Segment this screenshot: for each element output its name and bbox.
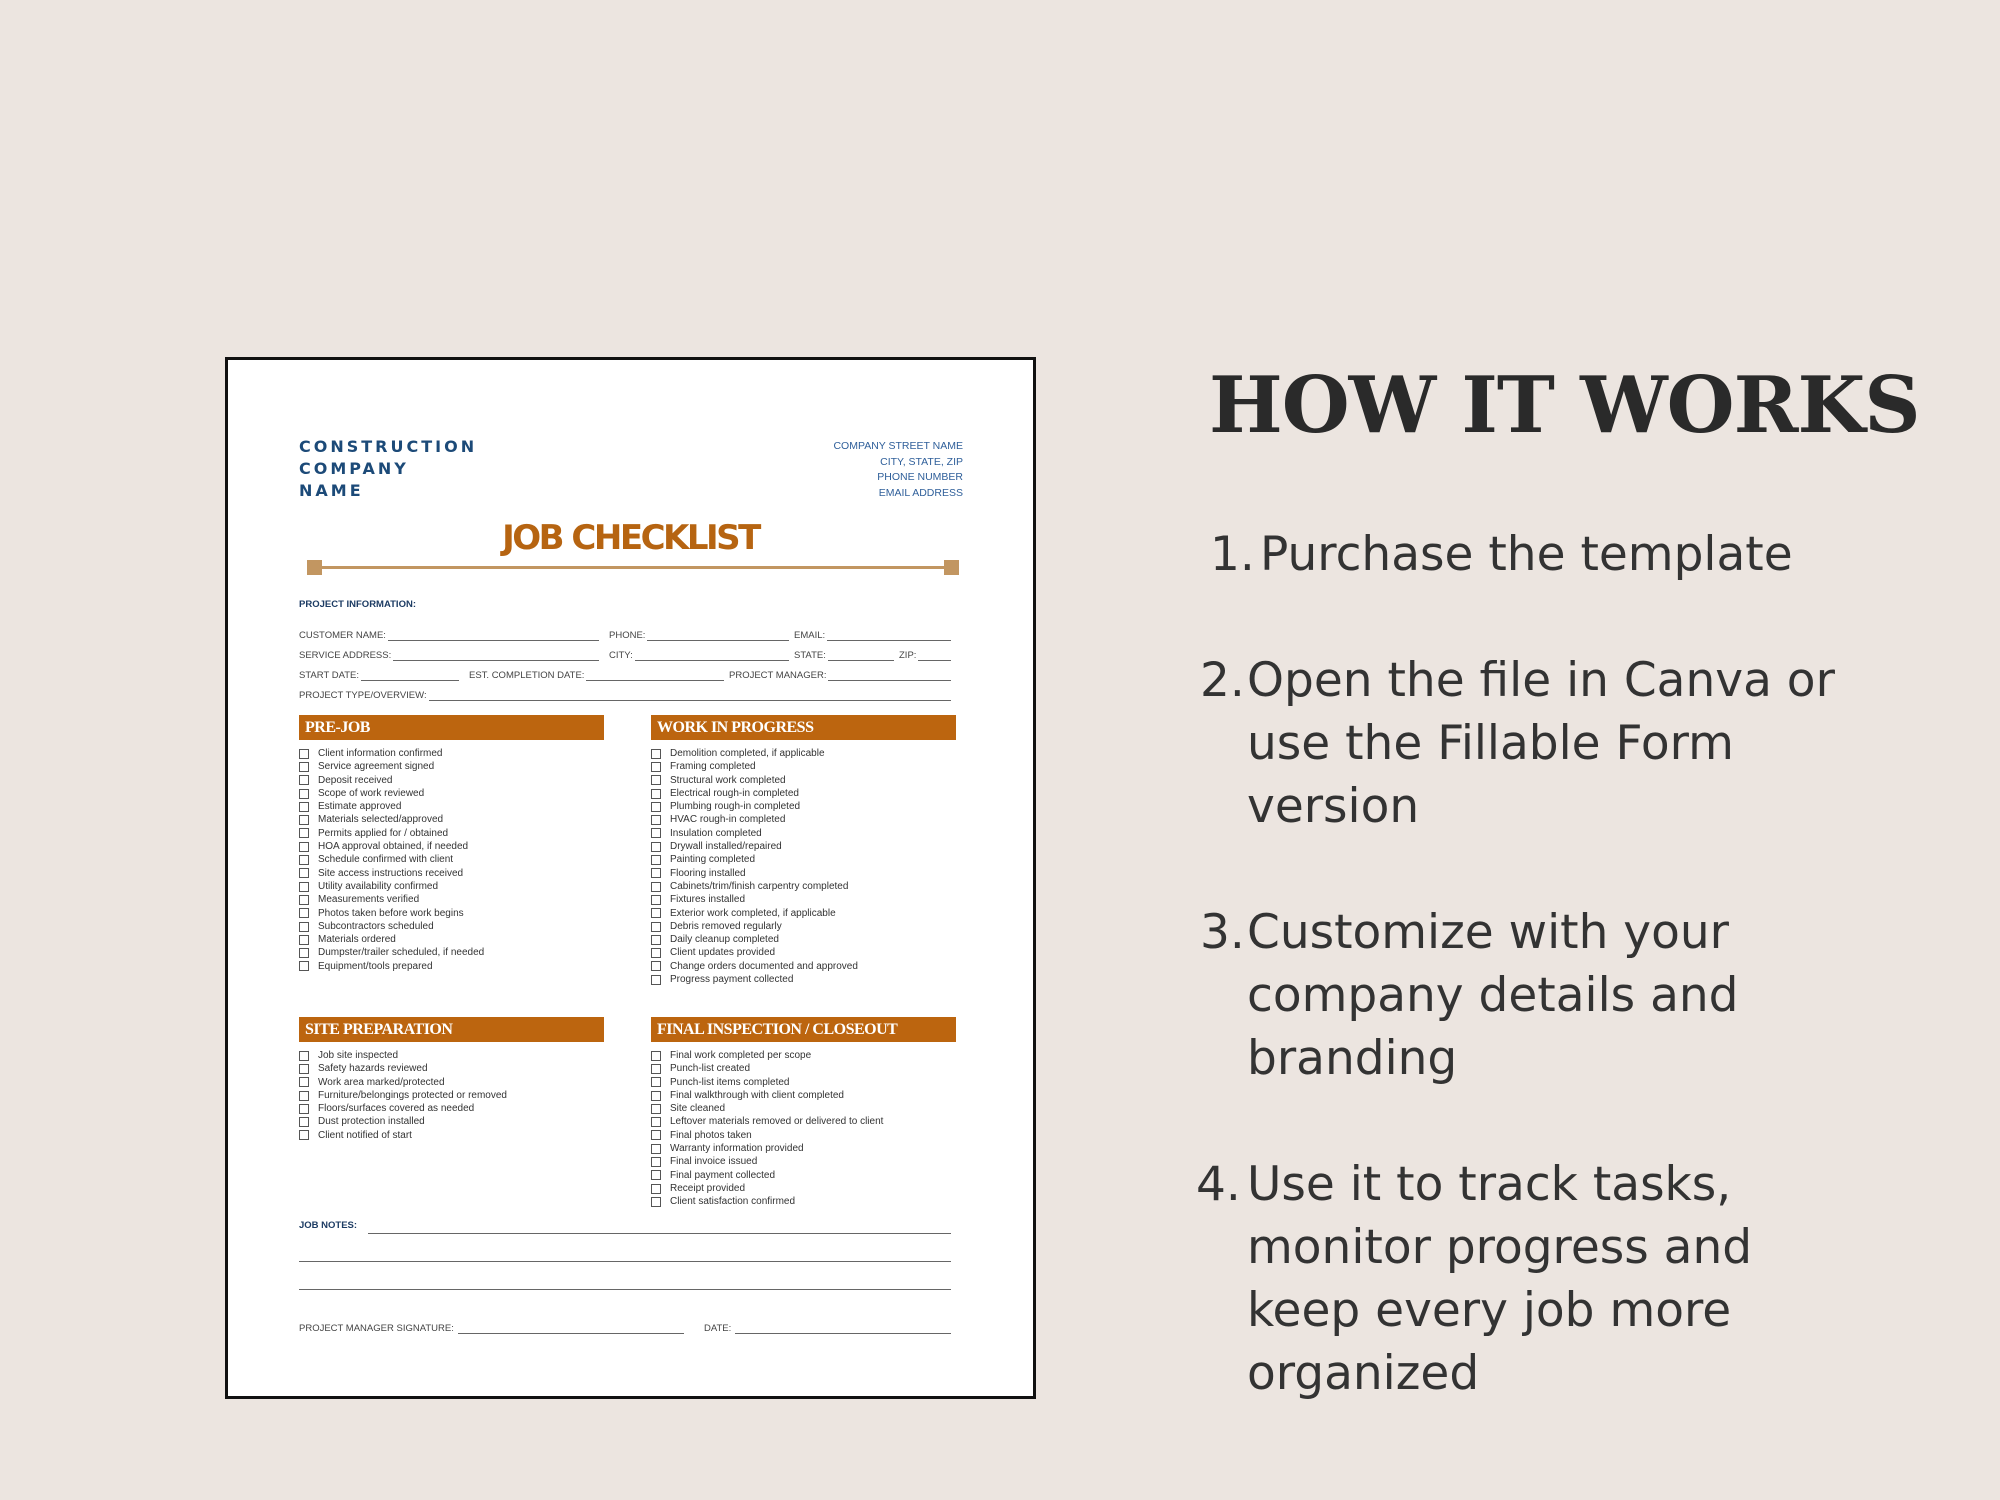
checkbox[interactable] xyxy=(651,922,661,932)
checkbox[interactable] xyxy=(651,961,661,971)
state-field[interactable] xyxy=(794,647,894,661)
checkbox[interactable] xyxy=(651,1170,661,1180)
step-number: 3. xyxy=(1200,905,1245,960)
step-text-line: Customize with your xyxy=(1247,905,1729,960)
checklist-item-label: Plumbing rough-in completed xyxy=(670,801,801,813)
checklist-item xyxy=(651,1169,883,1182)
form-row-project-type xyxy=(299,687,951,703)
checklist-item-label: Equipment/tools prepared xyxy=(318,960,433,972)
checkbox[interactable] xyxy=(651,1064,661,1074)
checkbox[interactable] xyxy=(651,802,661,812)
checkbox[interactable] xyxy=(299,842,309,852)
checklist-item xyxy=(651,1062,883,1075)
checklist-item xyxy=(299,946,484,959)
checklist-item-label: Client updates provided xyxy=(670,947,776,959)
checklist-item xyxy=(651,787,858,800)
est-completion-date-label: EST. COMPLETION DATE: xyxy=(469,670,585,681)
checklist-item-label: Progress payment collected xyxy=(670,974,794,986)
checklist-item xyxy=(299,840,484,853)
contact-street: COMPANY STREET NAME xyxy=(833,440,963,452)
signature-row xyxy=(299,1320,951,1336)
checklist-item-label: Change orders documented and approved xyxy=(670,960,858,972)
start-date-label: START DATE: xyxy=(299,670,360,681)
form-row-customer xyxy=(299,627,951,643)
checkbox[interactable] xyxy=(651,1104,661,1114)
checklist-item-label: Leftover materials removed or delivered to client xyxy=(670,1116,884,1128)
checklist-item-label: Client satisfaction confirmed xyxy=(670,1196,796,1208)
project-type-field[interactable] xyxy=(299,687,951,701)
checklist-item xyxy=(299,867,484,880)
step-text xyxy=(1247,901,1739,1090)
company-name-line: COMPANY xyxy=(299,459,409,478)
checklist-item xyxy=(299,813,484,826)
checkbox[interactable] xyxy=(299,749,309,759)
checkbox[interactable] xyxy=(651,1130,661,1140)
signature-field[interactable] xyxy=(299,1320,684,1334)
project-manager-field[interactable] xyxy=(729,667,951,681)
checkbox[interactable] xyxy=(299,855,309,865)
date-field[interactable] xyxy=(704,1320,951,1334)
checklist-item-label: Flooring installed xyxy=(670,867,746,879)
checklist-item-label: Permits applied for / obtained xyxy=(318,827,449,839)
checklist-item xyxy=(299,800,484,813)
checklist-item-label: Schedule confirmed with client xyxy=(318,854,454,866)
checklist-item xyxy=(651,946,858,959)
company-name xyxy=(299,436,477,502)
checkbox[interactable] xyxy=(299,1077,309,1087)
checkbox[interactable] xyxy=(651,1184,661,1194)
checklist-item xyxy=(651,893,858,906)
checkbox[interactable] xyxy=(299,895,309,905)
checklist-item xyxy=(651,853,858,866)
checklist-item xyxy=(651,1076,883,1089)
checklist-item xyxy=(651,1089,883,1102)
step-number: 4. xyxy=(1196,1157,1241,1212)
step-text-line: Use it to track tasks, xyxy=(1247,1157,1732,1212)
checkbox[interactable] xyxy=(299,882,309,892)
checklist-item-label: Deposit received xyxy=(318,774,393,786)
checklist-item xyxy=(299,880,484,893)
checkbox[interactable] xyxy=(299,802,309,812)
checkbox[interactable] xyxy=(299,1051,309,1061)
checkbox[interactable] xyxy=(651,815,661,825)
job-notes-label: JOB NOTES: xyxy=(299,1220,358,1231)
city-label: CITY: xyxy=(609,650,633,661)
checklist-item-label: Final work completed per scope xyxy=(670,1050,812,1061)
company-name-line: CONSTRUCTION xyxy=(299,437,478,456)
checkbox[interactable] xyxy=(651,1197,661,1207)
checklist-item-label: Measurements verified xyxy=(318,894,420,906)
checklist-item-label: Scope of work reviewed xyxy=(318,787,425,799)
checklist-item-label: Work area marked/protected xyxy=(318,1076,445,1088)
checklist-item xyxy=(651,760,858,773)
checklist-item xyxy=(651,973,858,986)
company-contact xyxy=(833,439,963,501)
checklist-item xyxy=(651,1049,883,1062)
checkbox[interactable] xyxy=(299,868,309,878)
checklist-item xyxy=(299,787,484,800)
checkbox[interactable] xyxy=(299,1091,309,1101)
checklist-item-label: Final walkthrough with client completed xyxy=(670,1089,844,1101)
step-number: 2. xyxy=(1200,653,1245,708)
checklist-item xyxy=(299,920,484,933)
checkbox[interactable] xyxy=(651,749,661,759)
checklist-item xyxy=(299,933,484,946)
checklist-item xyxy=(299,774,484,787)
form-row-dates xyxy=(299,667,951,683)
checklist-item xyxy=(299,827,484,840)
step-text-line: keep every job more xyxy=(1247,1283,1732,1338)
checklist-item-label: Punch-list items completed xyxy=(670,1076,790,1088)
checklist-item xyxy=(299,747,484,760)
checkbox[interactable] xyxy=(651,1051,661,1061)
checkbox[interactable] xyxy=(299,1130,309,1140)
checkbox[interactable] xyxy=(651,948,661,958)
checkbox[interactable] xyxy=(299,828,309,838)
title-rule xyxy=(313,566,953,569)
checklist-item-label: Structural work completed xyxy=(670,774,786,786)
checkbox[interactable] xyxy=(651,1091,661,1101)
project-type-label: PROJECT TYPE/OVERVIEW: xyxy=(299,690,427,701)
checklist-item-label: Debris removed regularly xyxy=(670,920,782,932)
email-label: EMAIL: xyxy=(794,630,826,641)
job-notes-line[interactable] xyxy=(299,1289,951,1290)
job-checklist-document xyxy=(225,357,1036,1399)
checkbox[interactable] xyxy=(299,762,309,772)
checklist-item-label: Punch-list created xyxy=(670,1063,751,1075)
checklist-item xyxy=(651,920,858,933)
checklist-item xyxy=(299,960,484,973)
checklist-item-label: Site access instructions received xyxy=(318,867,464,879)
checklist-item xyxy=(299,893,484,906)
checkbox[interactable] xyxy=(651,775,661,785)
checkbox[interactable] xyxy=(299,935,309,945)
job-notes-line[interactable] xyxy=(299,1261,951,1262)
checklist-item xyxy=(651,1129,883,1142)
checkbox[interactable] xyxy=(651,895,661,905)
checkbox[interactable] xyxy=(299,1104,309,1114)
section-header-work-in-progress: WORK IN PROGRESS xyxy=(651,715,956,740)
checklist-item-label: Fixtures installed xyxy=(670,894,746,906)
checklist-item xyxy=(299,1102,507,1115)
checklist-item xyxy=(299,1089,507,1102)
phone-label: PHONE: xyxy=(609,630,646,641)
checklist-item-label: Service agreement signed xyxy=(318,761,435,773)
checklist-item-label: Insulation completed xyxy=(670,827,762,839)
checkbox[interactable] xyxy=(299,789,309,799)
step-text-line: Purchase the template xyxy=(1260,527,1793,582)
checklist-item-label: Utility availability confirmed xyxy=(318,880,439,892)
checkbox[interactable] xyxy=(651,1077,661,1087)
checklist-item xyxy=(651,907,858,920)
step-text-line: organized xyxy=(1247,1346,1480,1401)
checklist-item-label: Dust protection installed xyxy=(318,1116,425,1128)
step-text xyxy=(1247,1153,1752,1405)
checklist-item-label: Final photos taken xyxy=(670,1129,752,1141)
checkbox[interactable] xyxy=(651,842,661,852)
how-it-works-title: HOW IT WORKS xyxy=(1209,360,1920,451)
checklist-item-label: Warranty information provided xyxy=(670,1143,804,1155)
signature-label: PROJECT MANAGER SIGNATURE: xyxy=(299,1323,454,1334)
checklist-item-label: Final payment collected xyxy=(670,1169,776,1181)
checklist-item xyxy=(651,933,858,946)
checklist-item-label: Materials selected/approved xyxy=(318,814,444,826)
company-name-line: NAME xyxy=(299,481,364,500)
state-label: STATE: xyxy=(794,650,826,661)
checkbox[interactable] xyxy=(651,1144,661,1154)
service-address-field[interactable] xyxy=(299,647,599,661)
checkbox[interactable] xyxy=(651,1117,661,1127)
checklist-item xyxy=(651,1102,883,1115)
checkbox[interactable] xyxy=(651,828,661,838)
checkbox[interactable] xyxy=(651,855,661,865)
checklist-item xyxy=(299,1062,507,1075)
checklist-item xyxy=(651,840,858,853)
checklist-item xyxy=(651,813,858,826)
checklist-item xyxy=(651,960,858,973)
checkbox[interactable] xyxy=(299,1117,309,1127)
step-text xyxy=(1247,649,1835,838)
step-text-line: monitor progress and xyxy=(1247,1220,1753,1275)
checklist-item xyxy=(299,760,484,773)
checklist-item-label: Materials ordered xyxy=(318,934,396,946)
title-rule-cap-right xyxy=(944,560,959,575)
checklist-item-label: Dumpster/trailer scheduled, if needed xyxy=(318,947,485,959)
step-text-line: branding xyxy=(1247,1031,1458,1086)
step-text-line: use the Fillable Form xyxy=(1247,716,1734,771)
contact-phone: PHONE NUMBER xyxy=(877,471,963,483)
checklist-item xyxy=(651,800,858,813)
checkbox[interactable] xyxy=(299,908,309,918)
checklist-item-label: Final invoice issued xyxy=(670,1156,758,1168)
checklist-item xyxy=(299,853,484,866)
checklist-item xyxy=(299,1049,507,1062)
checklist-item xyxy=(651,827,858,840)
checklist-item-label: Site cleaned xyxy=(670,1103,726,1115)
job-notes-line[interactable] xyxy=(368,1233,951,1234)
checklist-item-label: Safety hazards reviewed xyxy=(318,1063,428,1075)
checklist-item-label: Floors/surfaces covered as needed xyxy=(318,1103,475,1115)
checklist-item-label: Cabinets/trim/finish carpentry completed xyxy=(670,880,849,892)
checklist-item-label: Demolition completed, if applicable xyxy=(670,748,825,759)
checklist-item-label: Framing completed xyxy=(670,761,756,773)
checklist-pre-job xyxy=(299,747,484,973)
checkbox[interactable] xyxy=(299,815,309,825)
checklist-item xyxy=(651,880,858,893)
checkbox[interactable] xyxy=(651,882,661,892)
est-completion-date-field[interactable] xyxy=(469,667,724,681)
checkbox[interactable] xyxy=(651,1157,661,1167)
zip-label: ZIP: xyxy=(899,650,917,661)
step-number: 1. xyxy=(1210,527,1255,582)
section-header-final-inspection: FINAL INSPECTION / CLOSEOUT xyxy=(651,1017,956,1042)
checklist-item xyxy=(299,1076,507,1089)
checklist-site-preparation xyxy=(299,1049,507,1142)
checkbox[interactable] xyxy=(651,935,661,945)
checkbox[interactable] xyxy=(651,868,661,878)
checklist-item-label: Client information confirmed xyxy=(318,748,443,759)
zip-field[interactable] xyxy=(899,647,951,661)
step-text-line: Open the file in Canva or xyxy=(1247,653,1835,708)
title-rule-cap-left xyxy=(307,560,322,575)
checklist-item xyxy=(299,1115,507,1128)
checkbox[interactable] xyxy=(299,922,309,932)
checklist-item-label: Electrical rough-in completed xyxy=(670,787,799,799)
checklist-item-label: Job site inspected xyxy=(318,1050,399,1061)
checklist-item xyxy=(651,1142,883,1155)
checklist-final-inspection xyxy=(651,1049,883,1209)
start-date-field[interactable] xyxy=(299,667,459,681)
checklist-item-label: Estimate approved xyxy=(318,801,402,813)
contact-city: CITY, STATE, ZIP xyxy=(880,455,963,468)
customer-name-label: CUSTOMER NAME: xyxy=(299,630,386,641)
project-manager-label: PROJECT MANAGER: xyxy=(729,670,827,681)
checkbox[interactable] xyxy=(299,775,309,785)
checklist-item-label: Client notified of start xyxy=(318,1129,412,1141)
city-field[interactable] xyxy=(609,647,789,661)
checklist-item-label: Painting completed xyxy=(670,854,756,866)
document-title: JOB CHECKLIST xyxy=(502,518,759,558)
project-info-label: PROJECT INFORMATION: xyxy=(299,599,416,610)
checklist-item xyxy=(299,907,484,920)
checklist-work-in-progress xyxy=(651,747,858,986)
checkbox[interactable] xyxy=(299,948,309,958)
checklist-item xyxy=(651,1182,883,1195)
checklist-item xyxy=(651,1155,883,1168)
checklist-item xyxy=(299,1129,507,1142)
section-header-site-preparation: SITE PREPARATION xyxy=(299,1017,604,1042)
step-text-line: company details and xyxy=(1247,968,1739,1023)
checkbox[interactable] xyxy=(651,975,661,985)
service-address-label: SERVICE ADDRESS: xyxy=(299,650,392,661)
checklist-item-label: HOA approval obtained, if needed xyxy=(318,841,469,853)
checklist-item-label: Subcontractors scheduled xyxy=(318,920,434,932)
checklist-item-label: Photos taken before work begins xyxy=(318,907,464,919)
checkbox[interactable] xyxy=(651,762,661,772)
checkbox[interactable] xyxy=(651,908,661,918)
checkbox[interactable] xyxy=(299,961,309,971)
checkbox[interactable] xyxy=(299,1064,309,1074)
checklist-item-label: Daily cleanup completed xyxy=(670,934,779,946)
customer-name-field[interactable] xyxy=(299,627,599,641)
checklist-item xyxy=(651,867,858,880)
contact-email: EMAIL ADDRESS xyxy=(878,486,963,499)
checklist-item xyxy=(651,774,858,787)
checklist-item xyxy=(651,1195,883,1208)
checklist-item xyxy=(651,1115,883,1128)
step-text-line: version xyxy=(1247,779,1420,834)
step-text xyxy=(1260,523,1793,586)
checklist-item-label: Furniture/belongings protected or removed xyxy=(318,1089,507,1101)
checklist-item-label: HVAC rough-in completed xyxy=(670,814,786,826)
checklist-item-label: Exterior work completed, if applicable xyxy=(670,907,836,919)
section-header-pre-job: PRE-JOB xyxy=(299,715,604,740)
email-field[interactable] xyxy=(794,627,951,641)
phone-field[interactable] xyxy=(609,627,789,641)
checklist-item xyxy=(651,747,858,760)
date-label: DATE: xyxy=(704,1323,732,1334)
checkbox[interactable] xyxy=(651,789,661,799)
checklist-item-label: Drywall installed/repaired xyxy=(670,841,782,853)
checklist-item-label: Receipt provided xyxy=(670,1182,746,1194)
form-row-address xyxy=(299,647,951,663)
